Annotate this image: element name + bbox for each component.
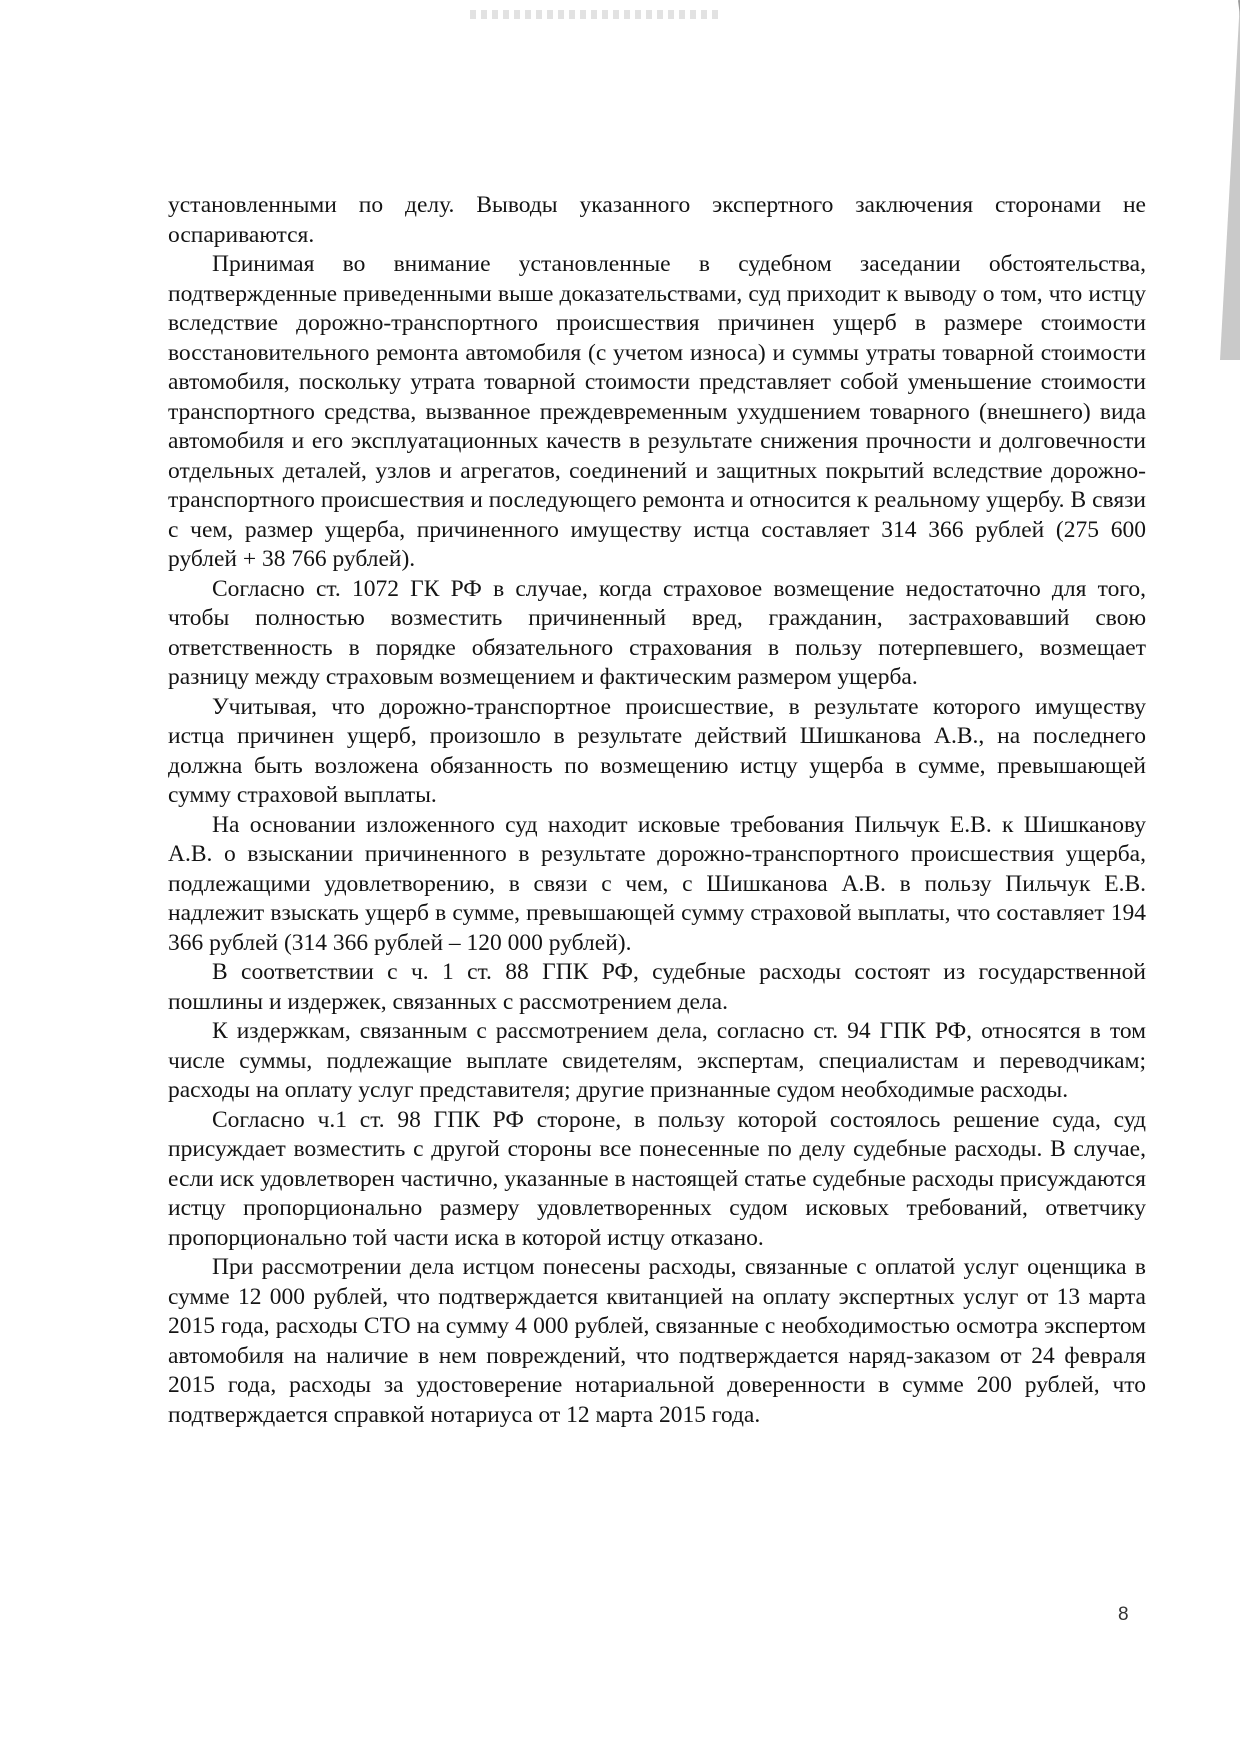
paragraph-continuation: установленными по делу. Выводы указанного экспертного заключения сторонами не оспариваются.: [168, 192, 1146, 248]
paragraph-article-94: К издержкам, связанным с рассмотрением дела, согласно ст. 94 ГПК РФ, относятся в том числе суммы, подлежащие выплате свидетелям, экспертам, специалистам и переводчикам; расходы на оплату услуг представителя; другие признанные судом необходимые расходы.: [168, 1018, 1146, 1103]
paragraph-article-1072: Согласно ст. 1072 ГК РФ в случае, когда страховое возмещение недостаточно для того, чтобы полностью возместить причиненный вред, гражданин, застраховавший свою ответственность в порядке обязательного страхования в пользу потерпевшего, возмещает разницу между страховым возмещением и фактическим размером ущерба.: [168, 575, 1146, 690]
page-number: 8: [1118, 1604, 1129, 1625]
document-body: [168, 191, 1146, 1430]
paragraph-expenses: При рассмотрении дела истцом понесены расходы, связанные с оплатой услуг оценщика в сумме 12 000 рублей, что подтверждается квитанцией на оплату экспертных услуг от 13 марта 2015 года, расходы СТО на сумму 4 000 рублей, связанные с необходимостью осмотра экспертом автомобиля на наличие в нем повреждений, что подтверждается наряд-заказом от 24 февраля 2015 года, расходы за удостоверение нотариальной доверенности в сумме 200 рублей, что подтверждается справкой нотариуса от 12 марта 2015 года.: [168, 1254, 1146, 1428]
scan-artifact: [470, 10, 720, 19]
paragraph-damage-conclusion: Принимая во внимание установленные в судебном заседании обстоятельства, подтвержденные приведенными выше доказательствами, суд приходит к выводу о том, что истцу вследствие дорожно-транспортного происшествия причинен ущерб в размере стоимости восстановительного ремонта автомобиля (с учетом износа) и суммы утраты товарной стоимости автомобиля, поскольку утрата товарной стоимости представляет собой уменьшение стоимости транспортного средства, вызванное преждевременным ухудшением товарного (внешнего) вида автомобиля и его эксплуатационных качеств в результате снижения прочности и долговечности отдельных деталей, узлов и агрегатов, соединений и защитных покрытий вследствие дорожно-транспортного происшествия и последующего ремонта и относится к реальному ущербу. В связи с чем, размер ущерба, причиненного имуществу истца составляет 314 366 рублей (275 600 рублей + 38 766 рублей).: [168, 251, 1146, 572]
paragraph-article-88: В соответствии с ч. 1 ст. 88 ГПК РФ, судебные расходы состоят из государственной пошлины и издержек, связанных с рассмотрением дела.: [168, 959, 1146, 1015]
paragraph-liability: Учитывая, что дорожно-транспортное происшествие, в результате которого имуществу истца причинен ущерб, произошло в результате действий Шишканова А.В., на последнего должна быть возложена обязанность по возмещению истцу ущерба в сумме, превышающей сумму страховой выплаты.: [168, 693, 1146, 808]
paragraph-claim-satisfaction: На основании изложенного суд находит исковые требования Пильчук Е.В. к Шишканову А.В. о взыскании причиненного в результате дорожно-транспортного происшествия ущерба, подлежащими удовлетворению, в связи с чем, с Шишканова А.В. в пользу Пильчук Е.В. надлежит взыскать ущерб в сумме, превышающей сумму страховой выплаты, что составляет 194 366 рублей (314 366 рублей – 120 000 рублей).: [168, 811, 1146, 956]
paragraph-article-98: Согласно ч.1 ст. 98 ГПК РФ стороне, в пользу которой состоялось решение суда, суд присуждает возместить с другой стороны все понесенные по делу судебные расходы. В случае, если иск удовлетворен частично, указанные в настоящей статье судебные расходы присуждаются истцу пропорционально размеру удовлетворенных судом исковых требований, ответчику пропорционально той части иска в которой истцу отказано.: [168, 1106, 1146, 1251]
scan-page-edge: [1220, 0, 1240, 360]
